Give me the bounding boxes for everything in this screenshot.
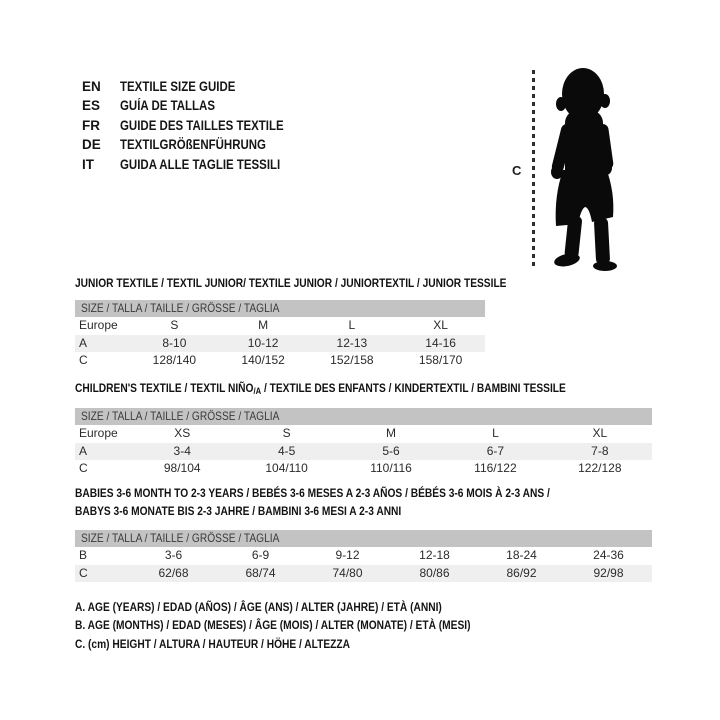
age-cell: 6-7 <box>486 443 505 458</box>
section-title <box>75 277 583 290</box>
height-cell: 68/74 <box>245 565 276 580</box>
row-label: C <box>79 565 88 580</box>
table-size-header: SIZE / TALLA / TAILLE / GRÖSSE / TAGLIA <box>75 408 652 425</box>
language-code: ES <box>82 98 101 114</box>
babies-size-table <box>75 530 652 582</box>
junior-size-table <box>75 300 485 370</box>
row-label: Europe <box>79 318 118 332</box>
table-row-height <box>75 352 485 370</box>
height-measure-dotted-line <box>532 70 535 269</box>
age-cell: 5-6 <box>382 443 400 458</box>
footnote-a: A. AGE (YEARS) / EDAD (AÑOS) / ÂGE (ANS) / ALTER (JAHRE) / ETÀ (ANNI) <box>75 600 442 614</box>
language-code: FR <box>82 117 100 133</box>
table-row-height <box>75 460 652 478</box>
age-cell: 14-16 <box>425 335 456 350</box>
height-cell: 74/80 <box>332 565 363 580</box>
section-title <box>75 382 652 398</box>
months-cell: 6-9 <box>251 548 270 562</box>
language-row-fr <box>82 116 313 135</box>
months-cell: 3-6 <box>164 548 183 562</box>
language-row-es <box>82 96 313 115</box>
age-cell: 12-13 <box>336 335 368 350</box>
table-row-height <box>75 565 652 583</box>
height-cell: 92/98 <box>593 565 624 580</box>
section-childrens-textile <box>75 382 652 478</box>
language-row-en <box>82 77 313 96</box>
height-cell: 116/122 <box>474 461 517 475</box>
size-cell: XS <box>174 426 191 440</box>
age-cell: 3-4 <box>173 443 191 458</box>
table-row-age <box>75 443 652 461</box>
height-cell: 110/116 <box>370 461 412 475</box>
row-label: C <box>79 461 88 475</box>
language-label: GUIDE DES TAILLES TEXTILE <box>120 117 284 133</box>
height-cell: 128/140 <box>152 353 197 367</box>
size-cell: M <box>258 318 269 332</box>
table-row-age <box>75 335 485 353</box>
age-cell: 10-12 <box>247 335 279 350</box>
row-label: Europe <box>79 426 118 440</box>
months-cell: 12-18 <box>419 548 450 562</box>
table-row-europe <box>75 317 485 335</box>
height-cell: 140/152 <box>241 353 285 367</box>
height-measure-label: C <box>512 163 522 178</box>
size-cell: XL <box>433 318 448 332</box>
section-junior-textile <box>75 277 583 370</box>
row-label: A <box>79 335 88 350</box>
legend-footnotes <box>75 598 540 653</box>
section-title-text: JUNIOR TEXTILE / TEXTIL JUNIOR/ TEXTILE JUNIOR / JUNIORTEXTIL / JUNIOR TESSILE <box>75 276 507 290</box>
row-label: C <box>79 353 88 367</box>
months-cell: 9-12 <box>335 548 360 562</box>
language-row-de <box>82 135 313 154</box>
months-cell: 24-36 <box>593 548 624 562</box>
height-cell: 152/158 <box>330 353 374 367</box>
age-cell: 4-5 <box>277 443 296 458</box>
section-title-line2: BABYS 3-6 MONATE BIS 2-3 JAHRE / BAMBINI 3-6 MESI A 2-3 ANNI <box>75 504 402 518</box>
language-label: GUÍA DE TALLAS <box>120 98 215 114</box>
height-cell: 62/68 <box>158 565 189 580</box>
size-cell: XL <box>592 426 608 440</box>
language-row-it <box>82 155 313 174</box>
height-cell: 80/86 <box>419 565 450 580</box>
language-label: TEXTILE SIZE GUIDE <box>120 79 236 94</box>
section-title-text: CHILDREN'S TEXTILE / TEXTIL $NIÑO_{/A}$ / TEXTILE DES ENFANTS / KINDERTEXTIL / BAMBINI TESSILE <box>75 381 566 396</box>
size-cell: M <box>386 426 397 440</box>
row-label: A <box>79 443 88 458</box>
language-code: DE <box>82 137 101 153</box>
height-cell: 158/170 <box>418 353 463 367</box>
height-cell: 98/104 <box>163 461 201 475</box>
size-cell: S <box>170 318 179 332</box>
language-code: IT <box>82 156 94 172</box>
height-cell: 104/110 <box>265 461 308 475</box>
section-title <box>75 484 652 520</box>
table-row-months <box>75 547 652 565</box>
row-label: B <box>79 548 88 562</box>
footnote-b: B. AGE (MONTHS) / EDAD (MESES) / ÂGE (MOIS) / ALTER (MONATE) / ETÀ (MESI) <box>75 618 471 633</box>
language-code: EN <box>82 79 101 94</box>
size-cell: L <box>492 426 499 440</box>
age-cell: 7-8 <box>591 443 609 458</box>
title-subscript: /A <box>253 386 262 396</box>
table-row-europe <box>75 425 652 443</box>
size-cell: L <box>348 318 356 332</box>
section-title-line1: BABIES 3-6 MONTH TO 2-3 YEARS / BEBÉS 3-6 MESES A 2-3 AÑOS / BÉBÉS 3-6 MOIS À 2-3 ANS / <box>75 486 550 500</box>
baby-silhouette <box>544 66 628 272</box>
childrens-size-table <box>75 408 652 478</box>
height-cell: 122/128 <box>578 461 622 475</box>
age-cell: 8-10 <box>162 335 187 350</box>
footnote-c: C. (cm) HEIGHT / ALTURA / HAUTEUR / HÖHE / ALTEZZA <box>75 636 351 651</box>
table-size-header: SIZE / TALLA / TAILLE / GRÖSSE / TAGLIA <box>75 300 485 317</box>
language-label: GUIDA ALLE TAGLIE TESSILI <box>120 156 281 172</box>
language-list <box>82 77 313 174</box>
height-cell: 86/92 <box>506 565 537 580</box>
size-cell: S <box>282 426 291 440</box>
section-babies <box>75 484 652 582</box>
language-label: TEXTILGRÖßENFÜHRUNG <box>120 137 266 153</box>
table-size-header: SIZE / TALLA / TAILLE / GRÖSSE / TAGLIA <box>75 530 652 547</box>
months-cell: 18-24 <box>506 548 537 562</box>
